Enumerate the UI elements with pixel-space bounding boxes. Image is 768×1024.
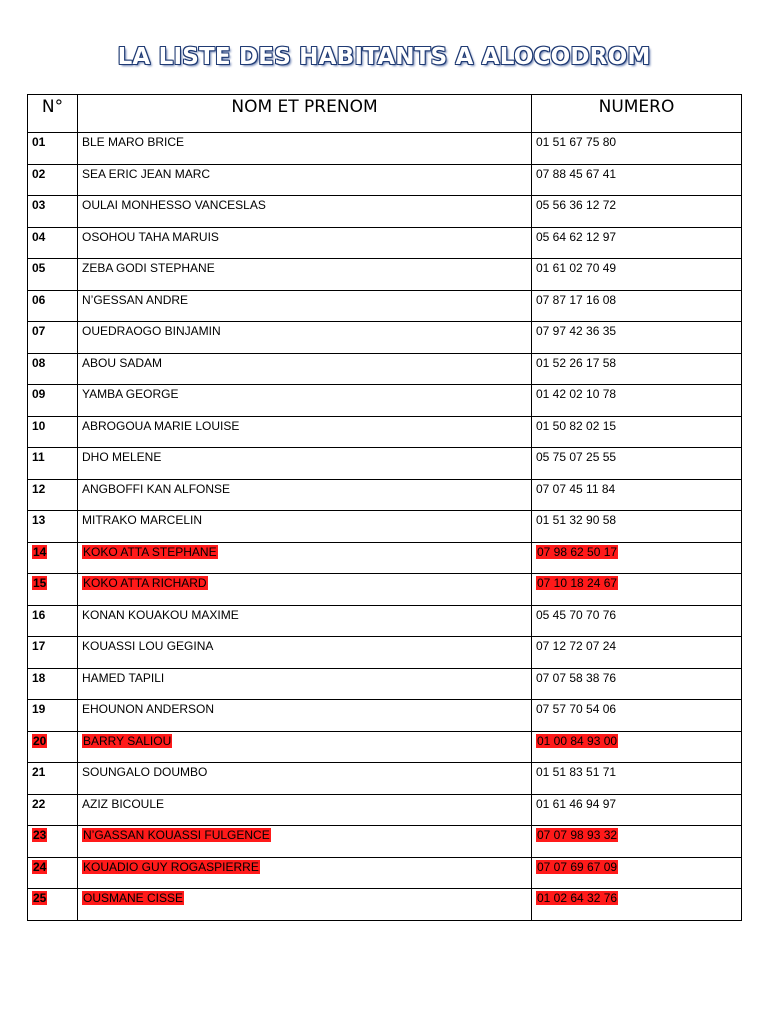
row-number: 11 (32, 450, 45, 464)
phone-number-cell (532, 416, 742, 448)
table-row (28, 857, 742, 889)
phone-number-cell (532, 826, 742, 858)
phone-number-cell (532, 794, 742, 826)
phone-number-cell (532, 353, 742, 385)
phone-number-cell (532, 637, 742, 669)
phone-number-cell (532, 133, 742, 165)
row-number: 09 (32, 387, 46, 401)
phone-number: 07 07 98 93 32 (537, 828, 618, 842)
resident-name: N’GESSAN ANDRE (82, 292, 189, 307)
table-row (28, 322, 742, 354)
resident-name: BARRY SALIOU (83, 733, 172, 748)
phone-number-cell (532, 322, 742, 354)
phone-number-cell (532, 700, 742, 732)
phone-number: 01 51 32 90 58 (536, 513, 617, 527)
row-number: 02 (32, 166, 46, 181)
column-header-phone: NUMERO (532, 95, 742, 133)
resident-name-cell (78, 763, 532, 795)
phone-number: 07 07 58 38 76 (536, 670, 617, 685)
row-number-cell (28, 542, 78, 574)
table-row (28, 416, 742, 448)
resident-name-cell (78, 259, 532, 291)
table-row (28, 668, 742, 700)
row-number-cell (28, 637, 78, 669)
resident-name: EHOUNON ANDERSON (82, 702, 215, 716)
row-number: 15 (33, 576, 47, 590)
row-number-cell (28, 605, 78, 637)
resident-name: KOUASSI LOU GEGINA (82, 639, 214, 653)
table-row (28, 479, 742, 511)
row-number: 16 (32, 607, 46, 622)
resident-name-cell (78, 826, 532, 858)
row-number-cell (28, 763, 78, 795)
row-number: 07 (32, 324, 46, 338)
row-number-cell (28, 164, 78, 196)
phone-number-cell (532, 227, 742, 259)
table-row (28, 826, 742, 858)
table-row (28, 448, 742, 480)
phone-number-cell (532, 889, 742, 921)
row-number-cell (28, 416, 78, 448)
resident-name: HAMED TAPILI (82, 670, 165, 685)
phone-number: 07 57 70 54 06 (536, 702, 617, 716)
column-header-name: NOM ET PRENOM (78, 95, 532, 133)
phone-number-cell (532, 542, 742, 574)
row-number-cell (28, 353, 78, 385)
row-number: 24 (33, 859, 47, 874)
resident-name-cell (78, 857, 532, 889)
row-number-cell (28, 133, 78, 165)
table-row (28, 731, 742, 763)
resident-name-cell (78, 605, 532, 637)
phone-number: 01 52 26 17 58 (536, 355, 617, 370)
phone-number: 07 10 18 24 67 (537, 576, 618, 590)
resident-name: ABOU SADAM (82, 355, 163, 370)
resident-name: OULAI MONHESSO VANCESLAS (82, 198, 266, 212)
table-row (28, 574, 742, 606)
resident-name: YAMBA GEORGE (82, 387, 179, 401)
resident-name: KONAN KOUAKOU MAXIME (82, 607, 239, 622)
resident-name-cell (78, 196, 532, 228)
row-number-cell (28, 196, 78, 228)
resident-name-cell (78, 290, 532, 322)
row-number: 19 (32, 702, 46, 716)
phone-number: 07 87 17 16 08 (536, 292, 617, 307)
resident-name: ANGBOFFI KAN ALFONSE (82, 481, 231, 496)
resident-name-cell (78, 479, 532, 511)
resident-name-cell (78, 448, 532, 480)
resident-name-cell (78, 133, 532, 165)
row-number: 12 (32, 481, 46, 496)
row-number: 25 (33, 891, 47, 905)
phone-number-cell (532, 448, 742, 480)
row-number: 18 (32, 670, 46, 685)
phone-number: 01 61 02 70 49 (536, 261, 617, 275)
row-number-cell (28, 511, 78, 543)
table-row (28, 700, 742, 732)
residents-table (27, 94, 742, 921)
phone-number: 07 98 62 50 17 (537, 544, 618, 559)
resident-name: OUEDRAOGO BINJAMIN (82, 324, 221, 338)
phone-number: 01 61 46 94 97 (536, 796, 617, 811)
table-row (28, 542, 742, 574)
phone-number: 01 50 82 02 15 (536, 418, 617, 433)
resident-name-cell (78, 164, 532, 196)
phone-number: 05 56 36 12 72 (536, 198, 617, 212)
resident-name: KOUADIO GUY ROGASPIERRE (83, 859, 259, 874)
table-row (28, 353, 742, 385)
phone-number-cell (532, 511, 742, 543)
row-number: 08 (32, 355, 46, 370)
phone-number-cell (532, 574, 742, 606)
row-number: 23 (33, 828, 47, 842)
row-number-cell (28, 322, 78, 354)
table-row (28, 794, 742, 826)
resident-name: N’GASSAN KOUASSI FULGENCE (83, 828, 270, 842)
phone-number-cell (532, 290, 742, 322)
phone-number: 07 12 72 07 24 (536, 639, 617, 653)
row-number-cell (28, 889, 78, 921)
row-number: 01 (32, 135, 46, 149)
resident-name: DHO MELENE (82, 450, 162, 464)
resident-name: MITRAKO MARCELIN (82, 513, 203, 527)
resident-name-cell (78, 385, 532, 417)
row-number: 22 (32, 796, 46, 811)
row-number: 13 (32, 513, 46, 527)
row-number-cell (28, 290, 78, 322)
resident-name: OSOHOU TAHA MARUIS (82, 229, 219, 244)
row-number-cell (28, 259, 78, 291)
resident-name-cell (78, 889, 532, 921)
resident-name-cell (78, 794, 532, 826)
phone-number-cell (532, 857, 742, 889)
resident-name-cell (78, 574, 532, 606)
row-number: 21 (32, 765, 46, 779)
resident-name-cell (78, 668, 532, 700)
phone-number-cell (532, 763, 742, 795)
row-number: 05 (32, 261, 46, 275)
row-number: 17 (32, 639, 46, 653)
resident-name-cell (78, 322, 532, 354)
phone-number: 07 07 69 67 09 (537, 859, 618, 874)
resident-name: BLE MARO BRICE (82, 135, 185, 149)
table-row (28, 605, 742, 637)
table-row (28, 290, 742, 322)
phone-number: 01 51 83 51 71 (536, 765, 617, 779)
table-row (28, 133, 742, 165)
row-number-cell (28, 857, 78, 889)
row-number-cell (28, 385, 78, 417)
phone-number-cell (532, 605, 742, 637)
row-number-cell (28, 700, 78, 732)
row-number-cell (28, 826, 78, 858)
phone-number: 01 00 84 93 00 (537, 733, 618, 748)
phone-number-cell (532, 385, 742, 417)
phone-number-cell (532, 479, 742, 511)
phone-number: 07 07 45 11 84 (536, 481, 616, 496)
row-number-cell (28, 448, 78, 480)
table-row (28, 385, 742, 417)
row-number: 10 (32, 418, 46, 433)
resident-name: KOKO ATTA STEPHANE (83, 544, 217, 559)
row-number: 06 (32, 292, 46, 307)
phone-number-cell (532, 731, 742, 763)
resident-name-cell (78, 637, 532, 669)
phone-number: 05 75 07 25 55 (536, 450, 617, 464)
phone-number: 01 51 67 75 80 (536, 135, 617, 149)
resident-name: ZEBA GODI STEPHANE (82, 261, 215, 275)
table-row (28, 511, 742, 543)
table-row (28, 227, 742, 259)
resident-name: OUSMANE CISSE (83, 891, 184, 905)
phone-number-cell (532, 196, 742, 228)
resident-name: ABROGOUA MARIE LOUISE (82, 418, 240, 433)
row-number-cell (28, 227, 78, 259)
phone-number: 05 64 62 12 97 (536, 229, 617, 244)
table-row (28, 637, 742, 669)
resident-name-cell (78, 227, 532, 259)
row-number-cell (28, 731, 78, 763)
row-number-cell (28, 479, 78, 511)
phone-number: 01 02 64 32 76 (537, 891, 618, 905)
phone-number: 07 97 42 36 35 (536, 324, 617, 338)
row-number: 04 (32, 229, 46, 244)
resident-name-cell (78, 731, 532, 763)
table-row (28, 196, 742, 228)
resident-name-cell (78, 542, 532, 574)
resident-name-cell (78, 353, 532, 385)
page-title: LA LISTE DES HABITANTS A ALOCODROM (117, 44, 651, 70)
phone-number-cell (532, 259, 742, 291)
table-row (28, 763, 742, 795)
row-number: 20 (33, 733, 47, 748)
table-row (28, 889, 742, 921)
resident-name: KOKO ATTA RICHARD (83, 576, 207, 590)
table-header-row (28, 95, 742, 133)
resident-name-cell (78, 511, 532, 543)
table-row (28, 164, 742, 196)
resident-name-cell (78, 416, 532, 448)
row-number-cell (28, 794, 78, 826)
resident-name: SOUNGALO DOUMBO (82, 765, 208, 779)
resident-name-cell (78, 700, 532, 732)
resident-name: SEA ERIC JEAN MARC (82, 166, 211, 181)
table-row (28, 259, 742, 291)
column-header-number: N° (28, 95, 78, 133)
row-number: 03 (32, 198, 46, 212)
resident-name: AZIZ BICOULE (82, 796, 165, 811)
phone-number: 07 88 45 67 41 (536, 166, 617, 181)
phone-number: 05 45 70 70 76 (536, 607, 617, 622)
phone-number: 01 42 02 10 78 (536, 387, 617, 401)
phone-number-cell (532, 164, 742, 196)
row-number-cell (28, 574, 78, 606)
phone-number-cell (532, 668, 742, 700)
row-number: 14 (33, 544, 47, 559)
row-number-cell (28, 668, 78, 700)
